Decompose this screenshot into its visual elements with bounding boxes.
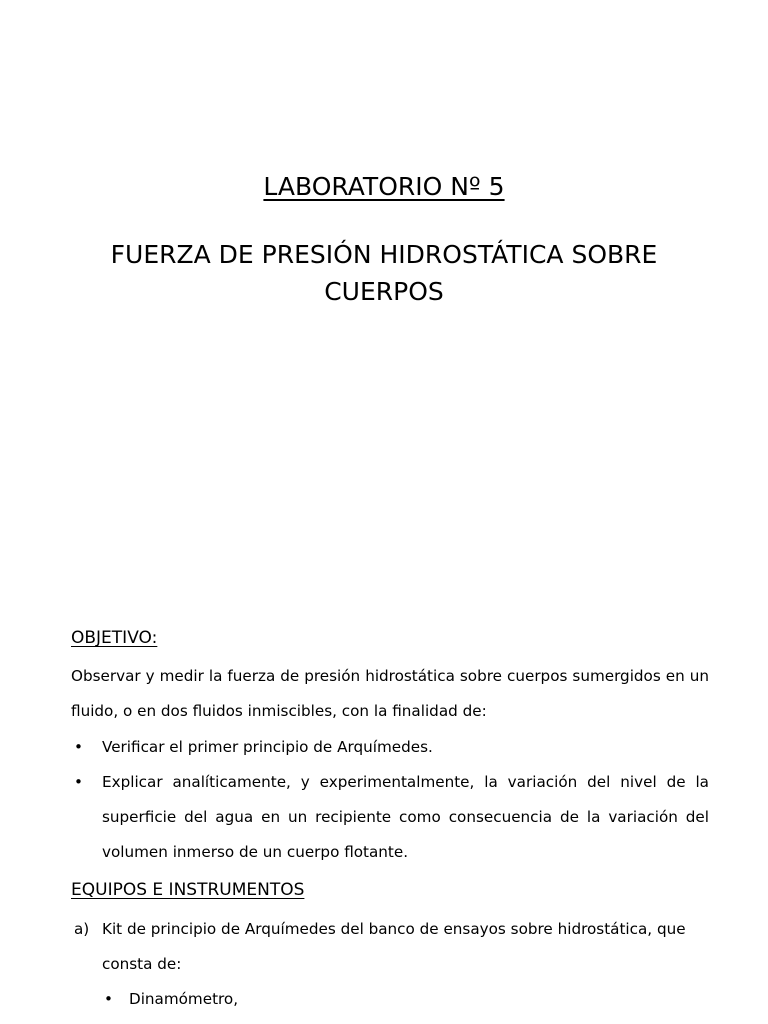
equipos-item-text: Kit de principio de Arquímedes del banco de ensayos sobre hidrostática, que consta de: — [102, 920, 686, 973]
objetivo-bullet-text: Explicar analíticamente, y experimentalmente, la variación del nivel de la superficie del agua en un recipiente como consecuencia de la variación del volumen inmerso de un cuerpo flotante. — [102, 773, 709, 861]
equipos-subitem-text: Dinamómetro, — [129, 990, 239, 1008]
objetivo-bullet-list — [71, 730, 709, 870]
bullet-icon: • — [74, 738, 83, 756]
objetivo-intro: Observar y medir la fuerza de presión hidrostática sobre cuerpos sumergidos en un fluido, o en dos fluidos inmiscibles, con la finalidad de: — [71, 667, 709, 720]
equipos-sublist — [102, 982, 709, 1017]
bullet-icon: • — [104, 990, 113, 1008]
objetivo-bullet-text: Verificar el primer principio de Arquímedes. — [102, 738, 433, 756]
equipos-list — [71, 912, 709, 1017]
list-marker: a) — [74, 920, 90, 938]
objetivo-bullet-item — [71, 730, 709, 765]
bullet-icon: • — [74, 773, 83, 791]
equipos-subitem — [102, 982, 709, 1017]
equipos-list-item — [71, 912, 709, 1017]
objetivo-bullet-item — [71, 765, 709, 870]
lab-title: LABORATORIO Nº 5 — [263, 172, 505, 201]
equipos-heading: EQUIPOS E INSTRUMENTOS — [71, 880, 305, 900]
main-title: FUERZA DE PRESIÓN HIDROSTÁTICA SOBRE CUERPOS — [110, 240, 658, 306]
objetivo-heading: OBJETIVO: — [71, 628, 158, 648]
